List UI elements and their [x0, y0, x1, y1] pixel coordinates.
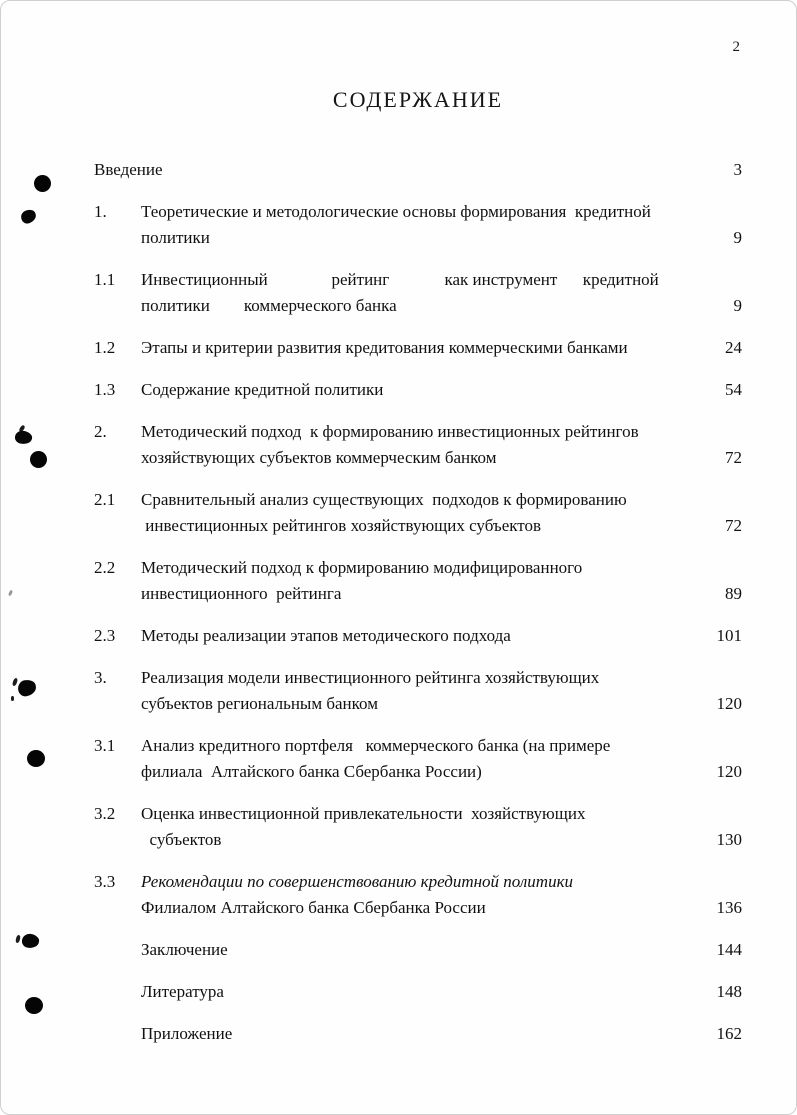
toc-entry	[94, 377, 742, 403]
toc-entry	[94, 937, 742, 963]
toc-entry-line: Инвестиционный рейтинг как инструмент кредитной	[141, 270, 659, 289]
ink-speck-artifact	[8, 590, 13, 597]
ink-dot-artifact	[25, 997, 43, 1014]
toc-entry-line: Этапы и критерии развития кредитования коммерческими банками	[141, 338, 628, 357]
corner-page-number: 2	[732, 39, 740, 55]
toc-entry-page-number: 130	[716, 830, 742, 849]
toc-entry-line: субъектов региональным банком	[141, 694, 378, 713]
toc-entry-number: 3.	[94, 668, 107, 687]
toc-entry-page-number: 148	[716, 982, 742, 1001]
toc-entry-text	[141, 937, 696, 963]
toc-entry-text	[141, 267, 696, 319]
toc-entry-number: 2.1	[94, 490, 116, 509]
toc-entry-text	[141, 801, 696, 853]
ink-speck-artifact	[15, 935, 21, 944]
toc-entry	[94, 267, 742, 319]
ink-speck-artifact	[12, 678, 18, 687]
toc-entry-page-number: 120	[716, 694, 742, 713]
toc-entry	[94, 733, 742, 785]
toc-entry-page-number: 144	[716, 940, 742, 959]
toc-entry	[94, 801, 742, 853]
toc-entry-line: Введение	[94, 160, 163, 179]
toc-entry-line: Методический подход к формированию модифицированного	[141, 558, 583, 577]
toc-entry	[94, 487, 742, 539]
toc-entry-line: Методический подход к формированию инвестиционных рейтингов	[141, 422, 639, 441]
document-title: СОДЕРЖАНИЕ	[332, 87, 504, 112]
toc-entry-text	[141, 979, 696, 1005]
toc-entry-number: 3.2	[94, 804, 116, 823]
toc-entry-text	[141, 419, 696, 471]
toc-entry-text	[141, 733, 696, 785]
toc-entry-number: 1.	[94, 202, 107, 221]
toc-entry-number: 2.	[94, 422, 107, 441]
toc-entry	[94, 555, 742, 607]
toc-entry	[94, 157, 742, 183]
toc-entry-number: 1.2	[94, 338, 116, 357]
toc-entry-line: Содержание кредитной политики	[141, 380, 384, 399]
toc-entry-page-number: 162	[716, 1024, 742, 1043]
toc-entry-text	[141, 377, 696, 403]
toc-entry-number: 3.1	[94, 736, 116, 755]
toc-entry-line: Приложение	[141, 1024, 233, 1043]
ink-blot-artifact	[21, 933, 40, 949]
toc-entry-line: Методы реализации этапов методического подхода	[141, 626, 511, 645]
toc-entry-line: Литература	[141, 982, 224, 1001]
toc-entry-number: 2.3	[94, 626, 116, 645]
toc-entry-line: хозяйствующих субъектов коммерческим банком	[141, 448, 497, 467]
toc-entry	[94, 869, 742, 921]
toc-entry-page-number: 54	[725, 380, 742, 399]
toc-entry-line: политики коммерческого банка	[141, 296, 397, 315]
toc-entry-line: Филиалом Алтайского банка Сбербанка России	[141, 898, 486, 917]
ink-speck-artifact	[11, 696, 14, 701]
toc-entry-page-number: 24	[725, 338, 742, 357]
toc-list	[94, 157, 742, 1047]
toc-entry-page-number: 72	[725, 448, 742, 467]
ink-dot-artifact	[27, 750, 45, 767]
ink-blot-artifact	[19, 208, 38, 225]
ink-blot-artifact	[17, 679, 38, 698]
toc-entry-text	[141, 487, 696, 539]
toc-entry-page-number: 136	[716, 898, 742, 917]
ink-blot-artifact	[14, 430, 33, 446]
toc-entry-line: Реализация модели инвестиционного рейтинга хозяйствующих	[141, 668, 600, 687]
toc-entry-line: Оценка инвестиционной привлекательности хозяйствующих	[141, 804, 586, 823]
toc-entry-page-number: 9	[733, 296, 742, 315]
toc-entry-number: 1.1	[94, 270, 116, 289]
toc-entry-text	[141, 623, 696, 649]
toc-entry	[94, 419, 742, 471]
toc-entry	[94, 623, 742, 649]
toc-entry-line: филиала Алтайского банка Сбербанка России)	[141, 762, 482, 781]
toc-entry-page-number: 9	[733, 228, 742, 247]
toc-entry-line: Сравнительный анализ существующих подходов к формированию	[141, 490, 627, 509]
toc-entry-page-number: 101	[716, 626, 742, 645]
toc-entry-text	[94, 157, 696, 183]
toc-entry-page-number: 89	[725, 584, 742, 603]
toc-entry	[94, 199, 742, 251]
toc-entry-number: 1.3	[94, 380, 116, 399]
toc-entry-text	[141, 555, 696, 607]
ink-dot-artifact	[30, 451, 47, 468]
toc-entry-line: инвестиционных рейтингов хозяйствующих субъектов	[141, 516, 542, 535]
toc-entry-line: инвестиционного рейтинга	[141, 584, 342, 603]
toc-entry-text	[141, 1021, 696, 1047]
toc-entry-line: субъектов	[141, 830, 222, 849]
toc-entry-line: Анализ кредитного портфеля коммерческого банка (на примере	[141, 736, 611, 755]
toc-entry-text	[141, 335, 696, 361]
toc-entry-line: политики	[141, 228, 210, 247]
page-content	[94, 1, 742, 1063]
toc-entry-number: 2.2	[94, 558, 116, 577]
toc-entry-text	[141, 665, 696, 717]
toc-entry-page-number: 120	[716, 762, 742, 781]
ink-speck-artifact	[18, 424, 25, 432]
toc-entry-page-number: 72	[725, 516, 742, 535]
toc-entry-page-number: 3	[733, 160, 742, 179]
toc-entry-line: Рекомендации по совершенствованию кредитной политики	[141, 872, 574, 891]
toc-entry-text	[141, 199, 696, 251]
toc-entry	[94, 1021, 742, 1047]
toc-entry	[94, 335, 742, 361]
toc-entry-number: 3.3	[94, 872, 116, 891]
ink-dot-artifact	[34, 175, 51, 192]
toc-entry	[94, 979, 742, 1005]
toc-entry	[94, 665, 742, 717]
toc-entry-line: Заключение	[141, 940, 228, 959]
toc-entry-line: Теоретические и методологические основы формирования кредитной	[141, 202, 651, 221]
toc-entry-text	[141, 869, 696, 921]
